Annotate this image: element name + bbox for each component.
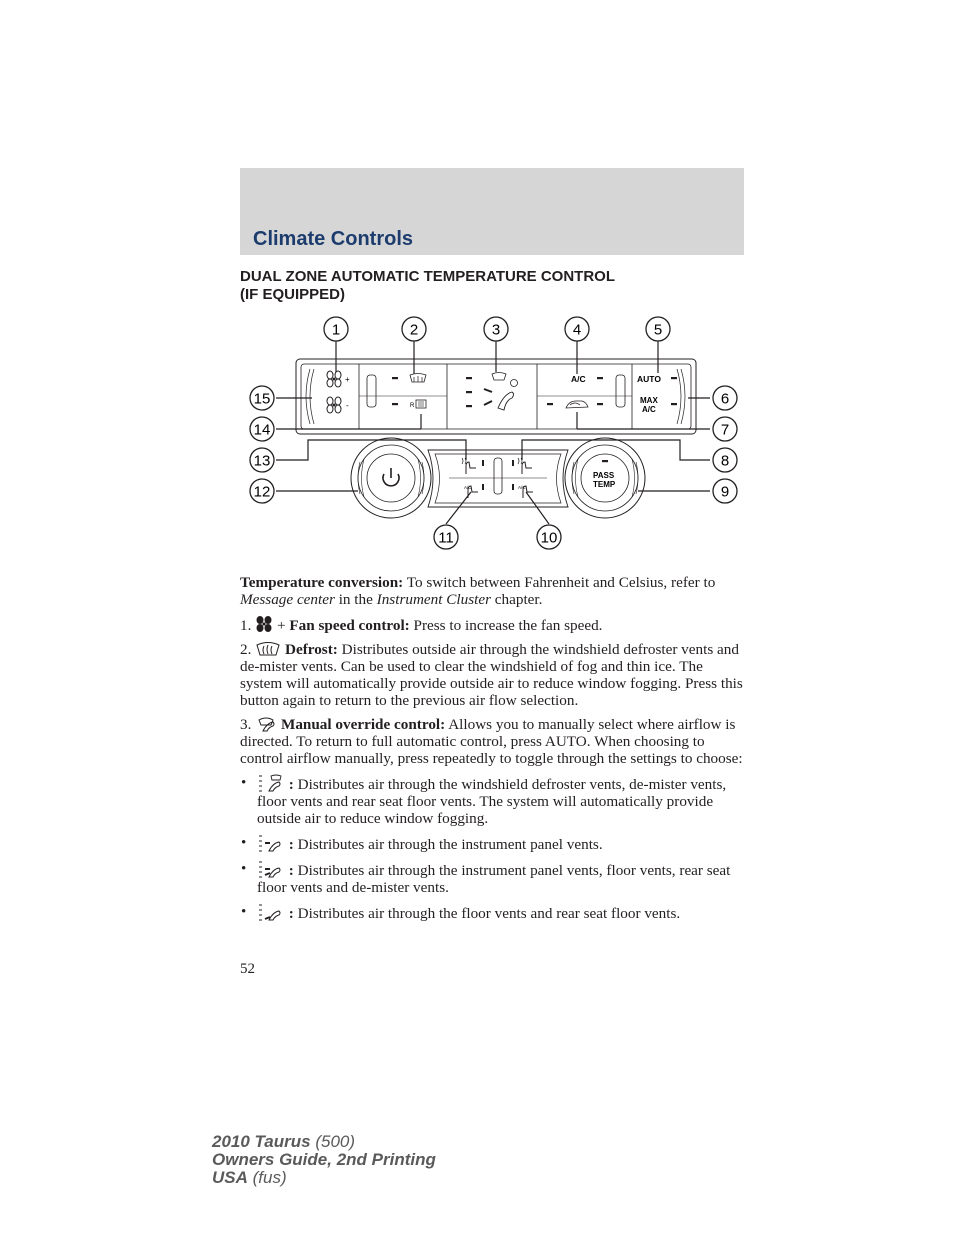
page-heading (240, 268, 744, 304)
page-number: 52 (240, 961, 255, 977)
svg-text:6: 6 (720, 390, 730, 408)
svg-text:12: 12 (253, 483, 271, 501)
callout-7 (713, 417, 737, 441)
section-header-band (240, 168, 744, 255)
svg-text:5: 5 (653, 321, 663, 339)
svg-text:8: 8 (720, 452, 730, 470)
manual-airflow-icon (255, 716, 277, 732)
defrost-label: Defrost: (284, 641, 338, 658)
callout-11 (434, 525, 458, 549)
footer-line-2: Owners Guide, 2nd Printing (212, 1150, 436, 1169)
callout-2 (402, 317, 426, 341)
footer (212, 1133, 436, 1187)
pass-label: PASS (593, 471, 615, 480)
svg-text:9: 9 (720, 483, 730, 501)
rear-label: R (410, 403, 415, 409)
callout-8 (713, 448, 737, 472)
climate-control-diagram (240, 312, 744, 557)
callout-6 (713, 386, 737, 410)
svg-text:3: 3 (491, 321, 501, 339)
temperature-conversion-paragraph: Temperature conversion: To switch between Fahrenheit and Celsius, refer to Message center in the Instrument Cluster chapter. (240, 574, 716, 608)
defrost-icon (255, 641, 281, 657)
callout-3 (484, 317, 508, 341)
fan-plus-label: + (345, 375, 350, 384)
svg-text:10: 10 (540, 529, 558, 547)
fan-speed-control-label: Fan speed control: (289, 617, 410, 634)
airflow-option-3: • : Distributes air through the instrument panel vents, floor vents, rear seat floor vents and de-mister vents. (241, 860, 731, 896)
seat-ac-left-label: A/C (464, 485, 472, 490)
callout-5 (646, 317, 670, 341)
body-text (240, 574, 748, 929)
max-ac-label: A/C (642, 405, 656, 414)
callout-12 (250, 479, 274, 503)
defrost-floor-airflow-icon (257, 774, 285, 792)
footer-line-1: 2010 Taurus (500) (212, 1132, 356, 1151)
svg-text:1: 1 (331, 321, 341, 339)
message-center-reference: Message center (240, 591, 335, 608)
svg-text:4: 4 (572, 321, 582, 339)
section-title: Climate Controls (253, 228, 414, 250)
panel-airflow-icon (257, 834, 285, 852)
svg-text:7: 7 (720, 421, 730, 439)
airflow-option-4: • : Distributes air through the floor vents and rear seat floor vents. (241, 903, 681, 922)
seat-ac-right-label: A/C (518, 485, 526, 490)
temp-label: TEMP (593, 480, 616, 489)
svg-text:11: 11 (438, 529, 454, 547)
panel-floor-airflow-icon (257, 860, 285, 878)
instrument-cluster-reference: Instrument Cluster (376, 591, 491, 608)
floor-airflow-icon (257, 903, 285, 921)
svg-text:2: 2 (409, 321, 419, 339)
auto-label: AUTO (637, 374, 661, 384)
callout-15 (250, 386, 274, 410)
callout-4 (565, 317, 589, 341)
callout-1 (324, 317, 348, 341)
heading-line-2: (IF EQUIPPED) (240, 286, 346, 303)
callout-9 (713, 479, 737, 503)
temperature-conversion-label: Temperature conversion: (240, 574, 404, 591)
item-1-paragraph: 1. + Fan speed control: Press to increase the fan speed. (240, 617, 603, 634)
heading-line-1: DUAL ZONE AUTOMATIC TEMPERATURE CONTROL (240, 268, 615, 285)
item-2-paragraph: 2. Defrost: Distributes outside air through the windshield defroster vents and de-mister vents. Can be used to clear the windshield of fog and thin ice. The system will automatically provide outside air to reduce window fogging. Press this button again to return to the previous air flow selection. (240, 641, 743, 709)
airflow-option-2: • : Distributes air through the instrument panel vents. (241, 834, 603, 853)
max-label: MAX (640, 396, 658, 405)
fan-minus-label: - (346, 401, 349, 410)
ac-label: A/C (571, 374, 586, 384)
item-3-paragraph: 3. Manual override control: Allows you to manually select where airflow is directed. To return to full automatic control, press AUTO. When choosing to control airflow manually, press repeatedly to toggle through the settings to choose: (240, 716, 743, 767)
fan-icon (255, 615, 273, 633)
airflow-option-1: • : Distributes air through the windshield defroster vents, de-mister vents, floor vents and rear seat floor vents. The system will automatically provide outside air to reduce window fogging. (241, 774, 727, 827)
manual-override-label: Manual override control: (280, 716, 446, 733)
svg-text:13: 13 (253, 452, 271, 470)
callout-13 (250, 448, 274, 472)
callout-14 (250, 417, 274, 441)
svg-text:14: 14 (253, 421, 271, 439)
svg-text:15: 15 (253, 390, 271, 408)
footer-line-3: USA (fus) (212, 1168, 287, 1187)
callout-10 (537, 525, 561, 549)
